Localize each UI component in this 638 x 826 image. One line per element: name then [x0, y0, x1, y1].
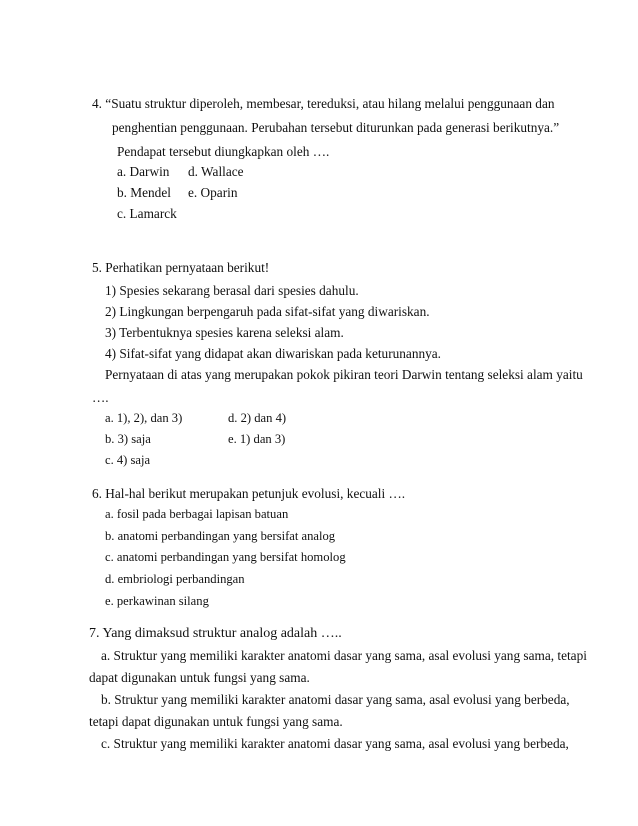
q6-option-c: c. anatomi perbandingan yang bersifat homolog — [105, 550, 346, 564]
q4-option-a: a. Darwin — [117, 164, 170, 179]
q4-stem-line-2: penghentian penggunaan. Perubahan tersebut diturunkan pada generasi berikutnya.” — [112, 120, 560, 135]
q5-option-e: e. 1) dan 3) — [228, 432, 286, 446]
q5-option-a: a. 1), 2), dan 3) — [105, 411, 183, 425]
q6-option-a: a. fosil pada berbagai lapisan batuan — [105, 507, 289, 521]
q5-prompt-line-2: …. — [92, 390, 109, 405]
q7-option-b-line-2: tetapi dapat digunakan untuk fungsi yang sama. — [89, 714, 343, 729]
q5-statement-4: 4) Sifat-sifat yang didapat akan diwariskan pada keturunannya. — [105, 346, 441, 361]
q6-stem: 6. Hal-hal berikut merupakan petunjuk evolusi, kecuali …. — [92, 486, 406, 501]
q5-option-c: c. 4) saja — [105, 453, 151, 467]
q7-option-c-line-1: c. Struktur yang memiliki karakter anatomi dasar yang sama, asal evolusi yang berbeda, — [101, 736, 569, 751]
q4-option-d: d. Wallace — [188, 164, 244, 179]
q7-option-b-line-1: b. Struktur yang memiliki karakter anatomi dasar yang sama, asal evolusi yang berbeda, — [101, 692, 570, 707]
q5-option-d: d. 2) dan 4) — [228, 411, 287, 425]
q7-option-a-line-2: dapat digunakan untuk fungsi yang sama. — [89, 670, 310, 685]
q6-option-e: e. perkawinan silang — [105, 594, 209, 608]
q5-option-b: b. 3) saja — [105, 432, 151, 446]
q4-prompt: Pendapat tersebut diungkapkan oleh …. — [117, 144, 330, 159]
q5-statement-3: 3) Terbentuknya spesies karena seleksi alam. — [105, 325, 344, 340]
q7-stem: 7. Yang dimaksud struktur analog adalah ….. — [89, 626, 342, 641]
q5-stem: 5. Perhatikan pernyataan berikut! — [92, 260, 270, 275]
q6-option-d: d. embriologi perbandingan — [105, 572, 245, 586]
q4-stem-line-1: 4. “Suatu struktur diperoleh, membesar, tereduksi, atau hilang melalui penggunaan dan — [92, 96, 555, 111]
q6-option-b: b. anatomi perbandingan yang bersifat analog — [105, 529, 336, 543]
q4-option-e: e. Oparin — [188, 185, 238, 200]
q7-option-a-line-1: a. Struktur yang memiliki karakter anatomi dasar yang sama, asal evolusi yang sama, tetapi — [101, 648, 587, 663]
q5-prompt-line-1: Pernyataan di atas yang merupakan pokok pikiran teori Darwin tentang seleksi alam yaitu — [105, 367, 583, 382]
q4-option-b: b. Mendel — [117, 185, 171, 200]
q4-option-c: c. Lamarck — [117, 206, 177, 221]
q5-statement-2: 2) Lingkungan berpengaruh pada sifat-sifat yang diwariskan. — [105, 304, 430, 319]
q5-statement-1: 1) Spesies sekarang berasal dari spesies dahulu. — [105, 283, 359, 298]
